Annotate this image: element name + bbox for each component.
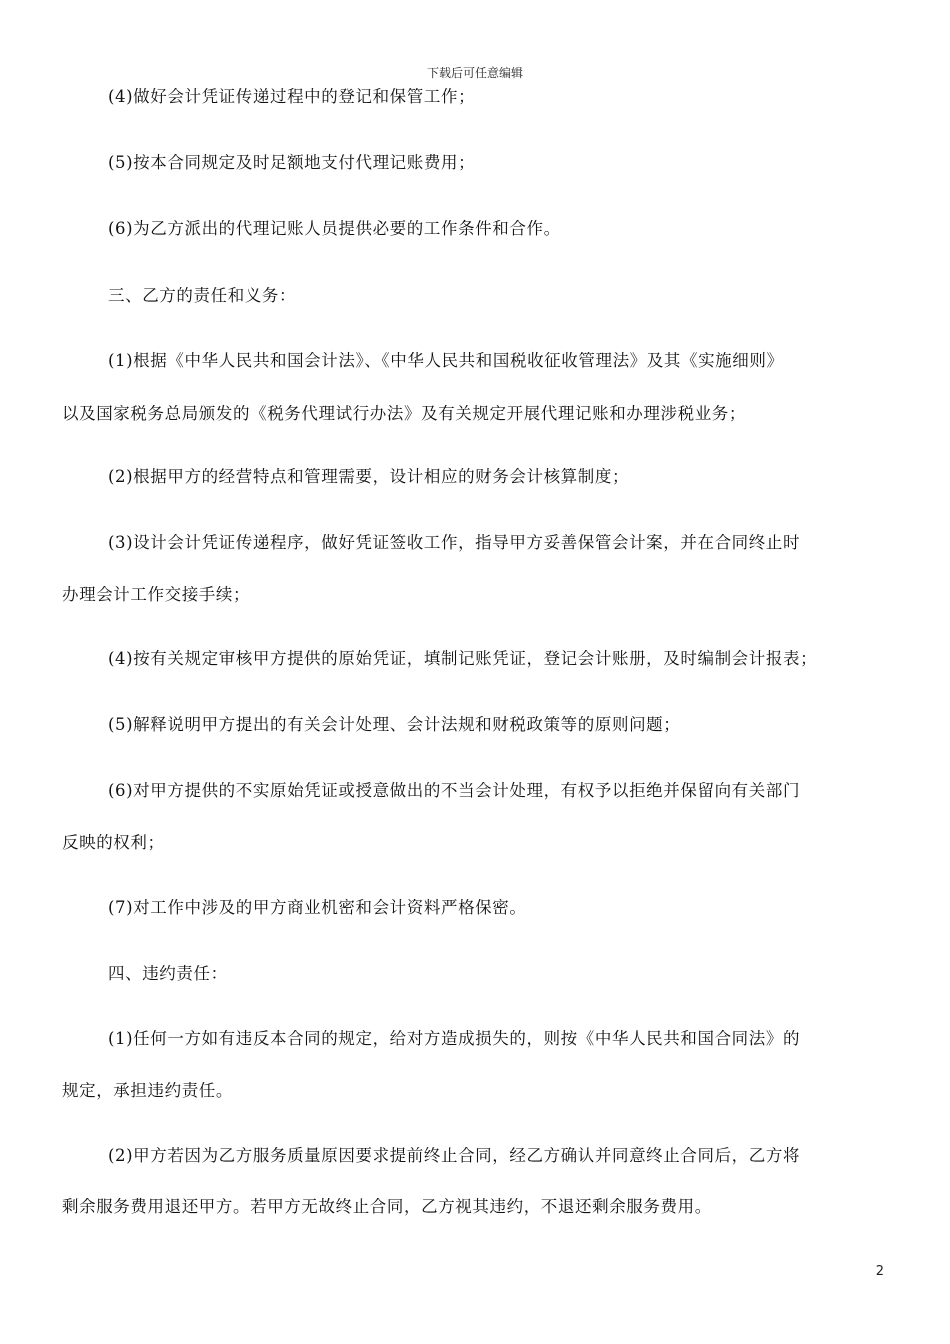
- page-number: 2: [875, 1264, 884, 1279]
- paragraph-line: (1)任何一方如有违反本合同的规定，给对方造成损失的，则按《中华人民共和国合同法》的: [108, 1029, 801, 1048]
- paragraph-line: (3)设计会计凭证传递程序，做好凭证签收工作，指导甲方妥善保管会计案，并在合同终止时: [108, 533, 801, 552]
- paragraph-line: (2)根据甲方的经营特点和管理需要，设计相应的财务会计核算制度；: [108, 467, 630, 486]
- header-note: 下载后可任意编辑: [426, 66, 523, 80]
- section-heading: 四、违约责任：: [108, 964, 228, 983]
- paragraph-line: (1)根据《中华人民共和国会计法》、《中华人民共和国税收征收管理法》及其《实施细则》: [108, 351, 784, 370]
- paragraph-line: (5)按本合同规定及时足额地支付代理记账费用；: [108, 153, 476, 172]
- paragraph-line: 规定，承担违约责任。: [62, 1081, 233, 1100]
- paragraph-line: (7)对工作中涉及的甲方商业机密和会计资料严格保密。: [108, 898, 527, 917]
- paragraph-line: (2)甲方若因为乙方服务质量原因要求提前终止合同，经乙方确认并同意终止合同后，乙方将: [108, 1146, 801, 1165]
- paragraph-line: (4)按有关规定审核甲方提供的原始凭证，填制记账凭证，登记会计账册，及时编制会计报表；: [108, 649, 818, 668]
- paragraph-line: 剩余服务费用退还甲方。若甲方无故终止合同，乙方视其违约，不退还剩余服务费用。: [62, 1197, 712, 1216]
- paragraph-line: 办理会计工作交接手续；: [62, 585, 251, 604]
- section-heading: 三、乙方的责任和义务：: [108, 286, 297, 305]
- paragraph-line: (6)为乙方派出的代理记账人员提供必要的工作条件和合作。: [108, 219, 561, 238]
- paragraph-line: (4)做好会计凭证传递过程中的登记和保管工作；: [108, 87, 476, 106]
- paragraph-line: 以及国家税务总局颁发的《税务代理试行办法》及有关规定开展代理记账和办理涉税业务；: [62, 404, 746, 423]
- paragraph-line: 反映的权利；: [62, 833, 165, 852]
- paragraph-line: (5)解释说明甲方提出的有关会计处理、会计法规和财税政策等的原则问题；: [108, 715, 681, 734]
- paragraph-line: (6)对甲方提供的不实原始凭证或授意做出的不当会计处理，有权予以拒绝并保留向有关部门: [108, 781, 801, 800]
